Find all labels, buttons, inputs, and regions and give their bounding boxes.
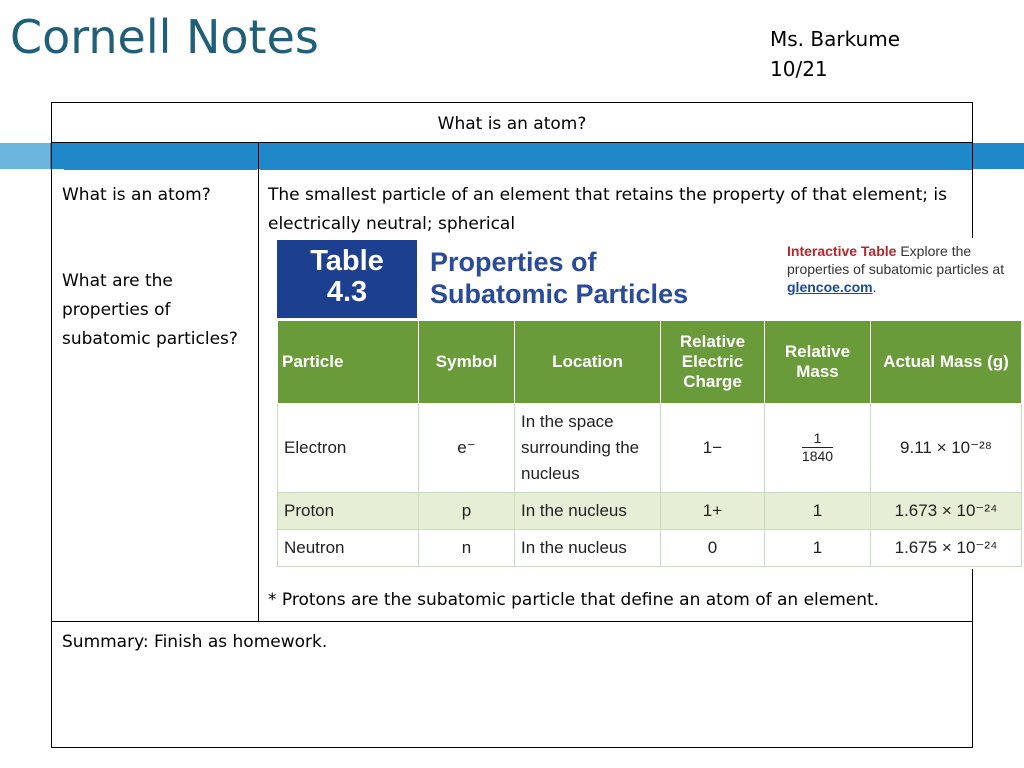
author-block <box>770 24 900 84</box>
cue-question-1: What is an atom? <box>62 185 211 205</box>
table-row <box>278 493 1022 530</box>
cell-particle: Neutron <box>278 530 419 567</box>
cue-question-2: What are the properties of subatomic particles? <box>62 271 238 349</box>
cell-relative-mass: 1 <box>765 493 871 530</box>
cell-relative-mass: 1 <box>765 530 871 567</box>
fraction-denominator: 1840 <box>801 448 834 464</box>
stripe-cell-left <box>64 143 257 170</box>
date: 10/21 <box>770 57 828 81</box>
column-divider <box>258 143 259 621</box>
note-answer: The smallest particle of an element that retains the property of that element; is electrically neutral; spherical <box>268 185 947 234</box>
col-particle: Particle <box>278 321 419 404</box>
table-header-banner <box>275 238 1024 320</box>
accent-bar-light <box>0 143 50 169</box>
cell-relative-mass <box>765 404 871 493</box>
interactive-text: Explore the properties of subatomic particles at <box>787 243 1005 277</box>
cell-actual-mass: 1.673 × 10⁻²⁴ <box>871 493 1022 530</box>
col-actual-mass: Actual Mass (g) <box>871 321 1022 404</box>
cell-particle: Proton <box>278 493 419 530</box>
particle-grid <box>277 320 1021 567</box>
cell-location: In the nucleus <box>515 530 661 567</box>
note-footnote: * Protons are the subatomic particle that define an atom of an element. <box>268 590 880 610</box>
table-title <box>430 246 688 310</box>
fraction-numerator: 1 <box>802 430 833 448</box>
cell-charge: 1− <box>661 404 765 493</box>
col-relative-mass: Relative Mass <box>765 321 871 404</box>
table-title-line1: Properties of <box>430 247 597 277</box>
glencoe-link: glencoe.com <box>787 279 873 295</box>
col-location: Location <box>515 321 661 404</box>
cell-symbol: e⁻ <box>419 404 515 493</box>
cell-particle: Electron <box>278 404 419 493</box>
table-number-badge <box>277 240 417 318</box>
mass-fraction <box>802 430 833 465</box>
cell-location: In the space surrounding the nucleus <box>515 404 661 493</box>
summary-divider <box>52 621 972 622</box>
badge-label: Table <box>310 245 384 277</box>
table-header-row <box>278 321 1022 404</box>
interactive-table-note: Interactive Table Explore the properties of subatomic particles at glencoe.com. <box>787 243 1005 295</box>
page-title: Cornell Notes <box>10 10 319 64</box>
cue-column <box>62 181 252 411</box>
notes-stripe-row <box>52 143 972 170</box>
cell-charge: 1+ <box>661 493 765 530</box>
table-row <box>278 530 1022 567</box>
subatomic-particles-table-image <box>275 238 1024 569</box>
notes-topic: What is an atom? <box>52 103 972 143</box>
cell-symbol: n <box>419 530 515 567</box>
summary-text: Summary: Finish as homework. <box>62 632 328 652</box>
stripe-cell-right <box>260 143 972 170</box>
cell-actual-mass: 1.675 × 10⁻²⁴ <box>871 530 1022 567</box>
author-name: Ms. Barkume <box>770 27 901 51</box>
badge-number: 4.3 <box>326 276 368 308</box>
cell-symbol: p <box>419 493 515 530</box>
cell-actual-mass: 9.11 × 10⁻²⁸ <box>871 404 1022 493</box>
interactive-label: Interactive Table <box>787 243 897 259</box>
col-symbol: Symbol <box>419 321 515 404</box>
cell-location: In the nucleus <box>515 493 661 530</box>
table-row <box>278 404 1022 493</box>
table-title-line2: Subatomic Particles <box>430 279 689 309</box>
cell-charge: 0 <box>661 530 765 567</box>
col-charge: Relative Electric Charge <box>661 321 765 404</box>
